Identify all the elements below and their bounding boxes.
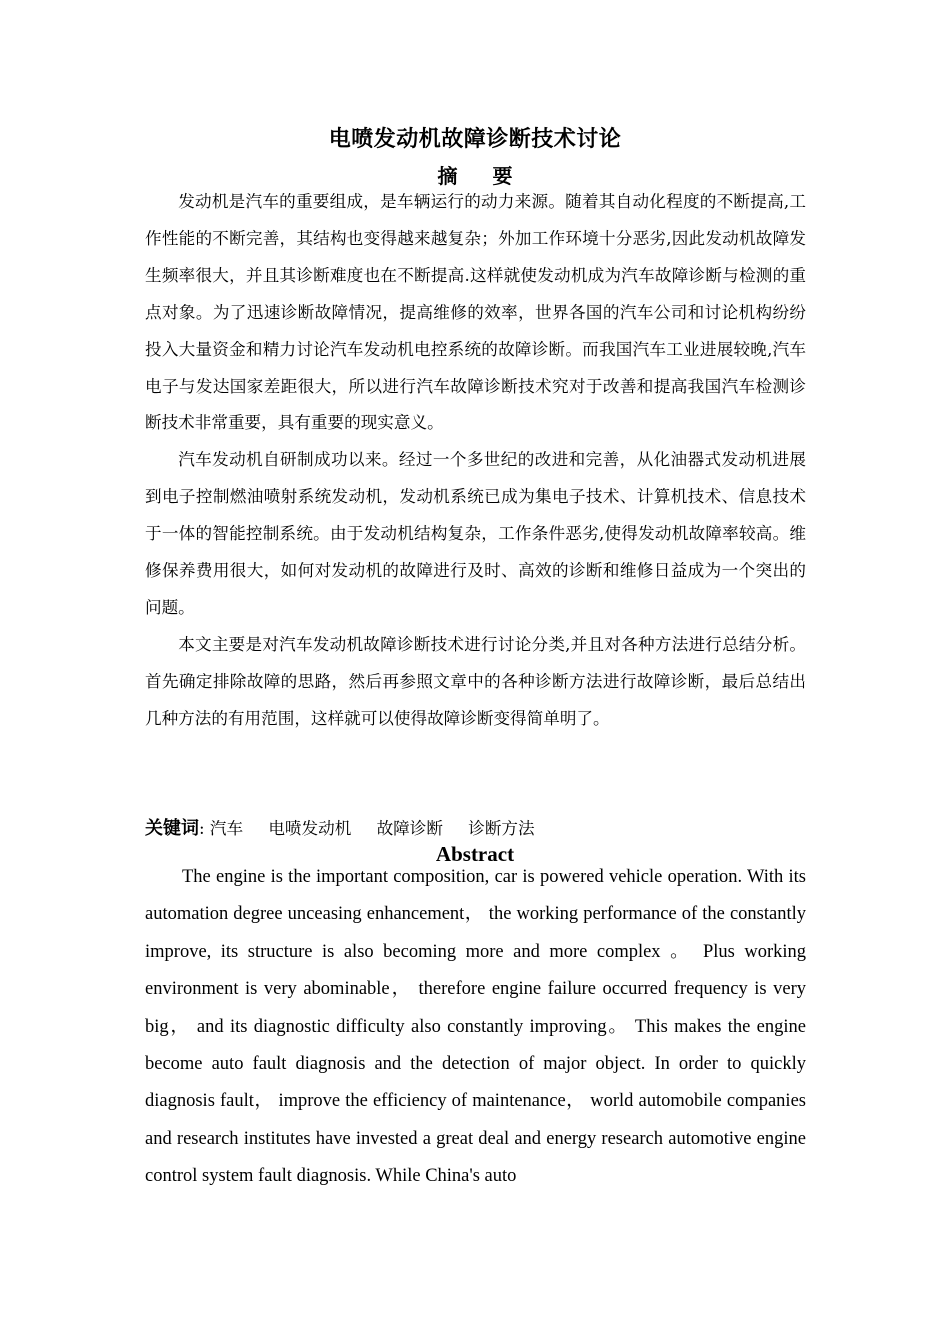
abstract-body-en [145, 859, 806, 1196]
abstract-paragraph-zh-2: 汽车发动机自研制成功以来。经过一个多世纪的改进和完善，从化油器式发动机进展到电子控制燃油喷射系统发动机，发动机系统已成为集电子技术、计算机技术、信息技术于一体的智能控制系统。由于发动机结构复杂，工作条件恶劣,使得发动机故障率较高。维修保养费用很大，如何对发动机的故障进行及时、高效的诊断和维修日益成为一个突出的问题。 [145, 450, 806, 617]
keyword-item: 故障诊断 [376, 819, 443, 838]
keyword-item: 电喷发动机 [268, 819, 352, 838]
keywords-label: 关键词 [145, 818, 199, 839]
keyword-item: 诊断方法 [468, 819, 535, 838]
keywords-separator: : [199, 819, 205, 838]
abstract-paragraph-zh-1: 发动机是汽车的重要组成，是车辆运行的动力来源。随着其自动化程度的不断提高,工作性能的不断完善，其结构也变得越来越复杂；外加工作环境十分恶劣,因此发动机故障发生频率很大，并且其诊断难度也在不断提高.这样就使发动机成为汽车故障诊断与检测的重点对象。为了迅速诊断故障情况，提高维修的效率，世界各国的汽车公司和讨论机构纷纷投入大量资金和精力讨论汽车发动机电控系统的故障诊断。而我国汽车工业进展较晚,汽车电子与发达国家差距很大，所以进行汽车故障诊断技术究对于改善和提高我国汽车检测诊断技术非常重要，具有重要的现实意义。 [145, 192, 806, 433]
abstract-paragraph-zh-3: 本文主要是对汽车发动机故障诊断技术进行讨论分类,并且对各种方法进行总结分析。首先确定排除故障的思路，然后再参照文章中的各种诊断方法进行故障诊断，最后总结出几种方法的有用范围，这样就可以使得故障诊断变得简单明了。 [145, 634, 806, 728]
abstract-heading-en: Abstract [435, 842, 515, 866]
document-title: 电喷发动机故障诊断技术讨论 [328, 127, 622, 152]
abstract-paragraph-en: The engine is the important composition, car is powered vehicle operation. With its automation degree unceasing enhancement， the working performance of the constantly improve, its structure is also becoming more and more complex 。 Plus working environment is very abominable， therefore engine failure occurred frequency is very big， and its diagnostic difficulty also constantly improving。 This makes the engine become auto fault diagnosis and the detection of major object. In order to quickly diagnosis fault， improve the efficiency of maintenance， world automobile companies and research institutes have invested a great deal and energy research automotive engine control system fault diagnosis. While China's auto [145, 867, 806, 1187]
abstract-heading-zh: 摘 要 [437, 164, 527, 188]
keyword-item: 汽车 [209, 819, 244, 838]
abstract-body-zh [145, 184, 806, 738]
